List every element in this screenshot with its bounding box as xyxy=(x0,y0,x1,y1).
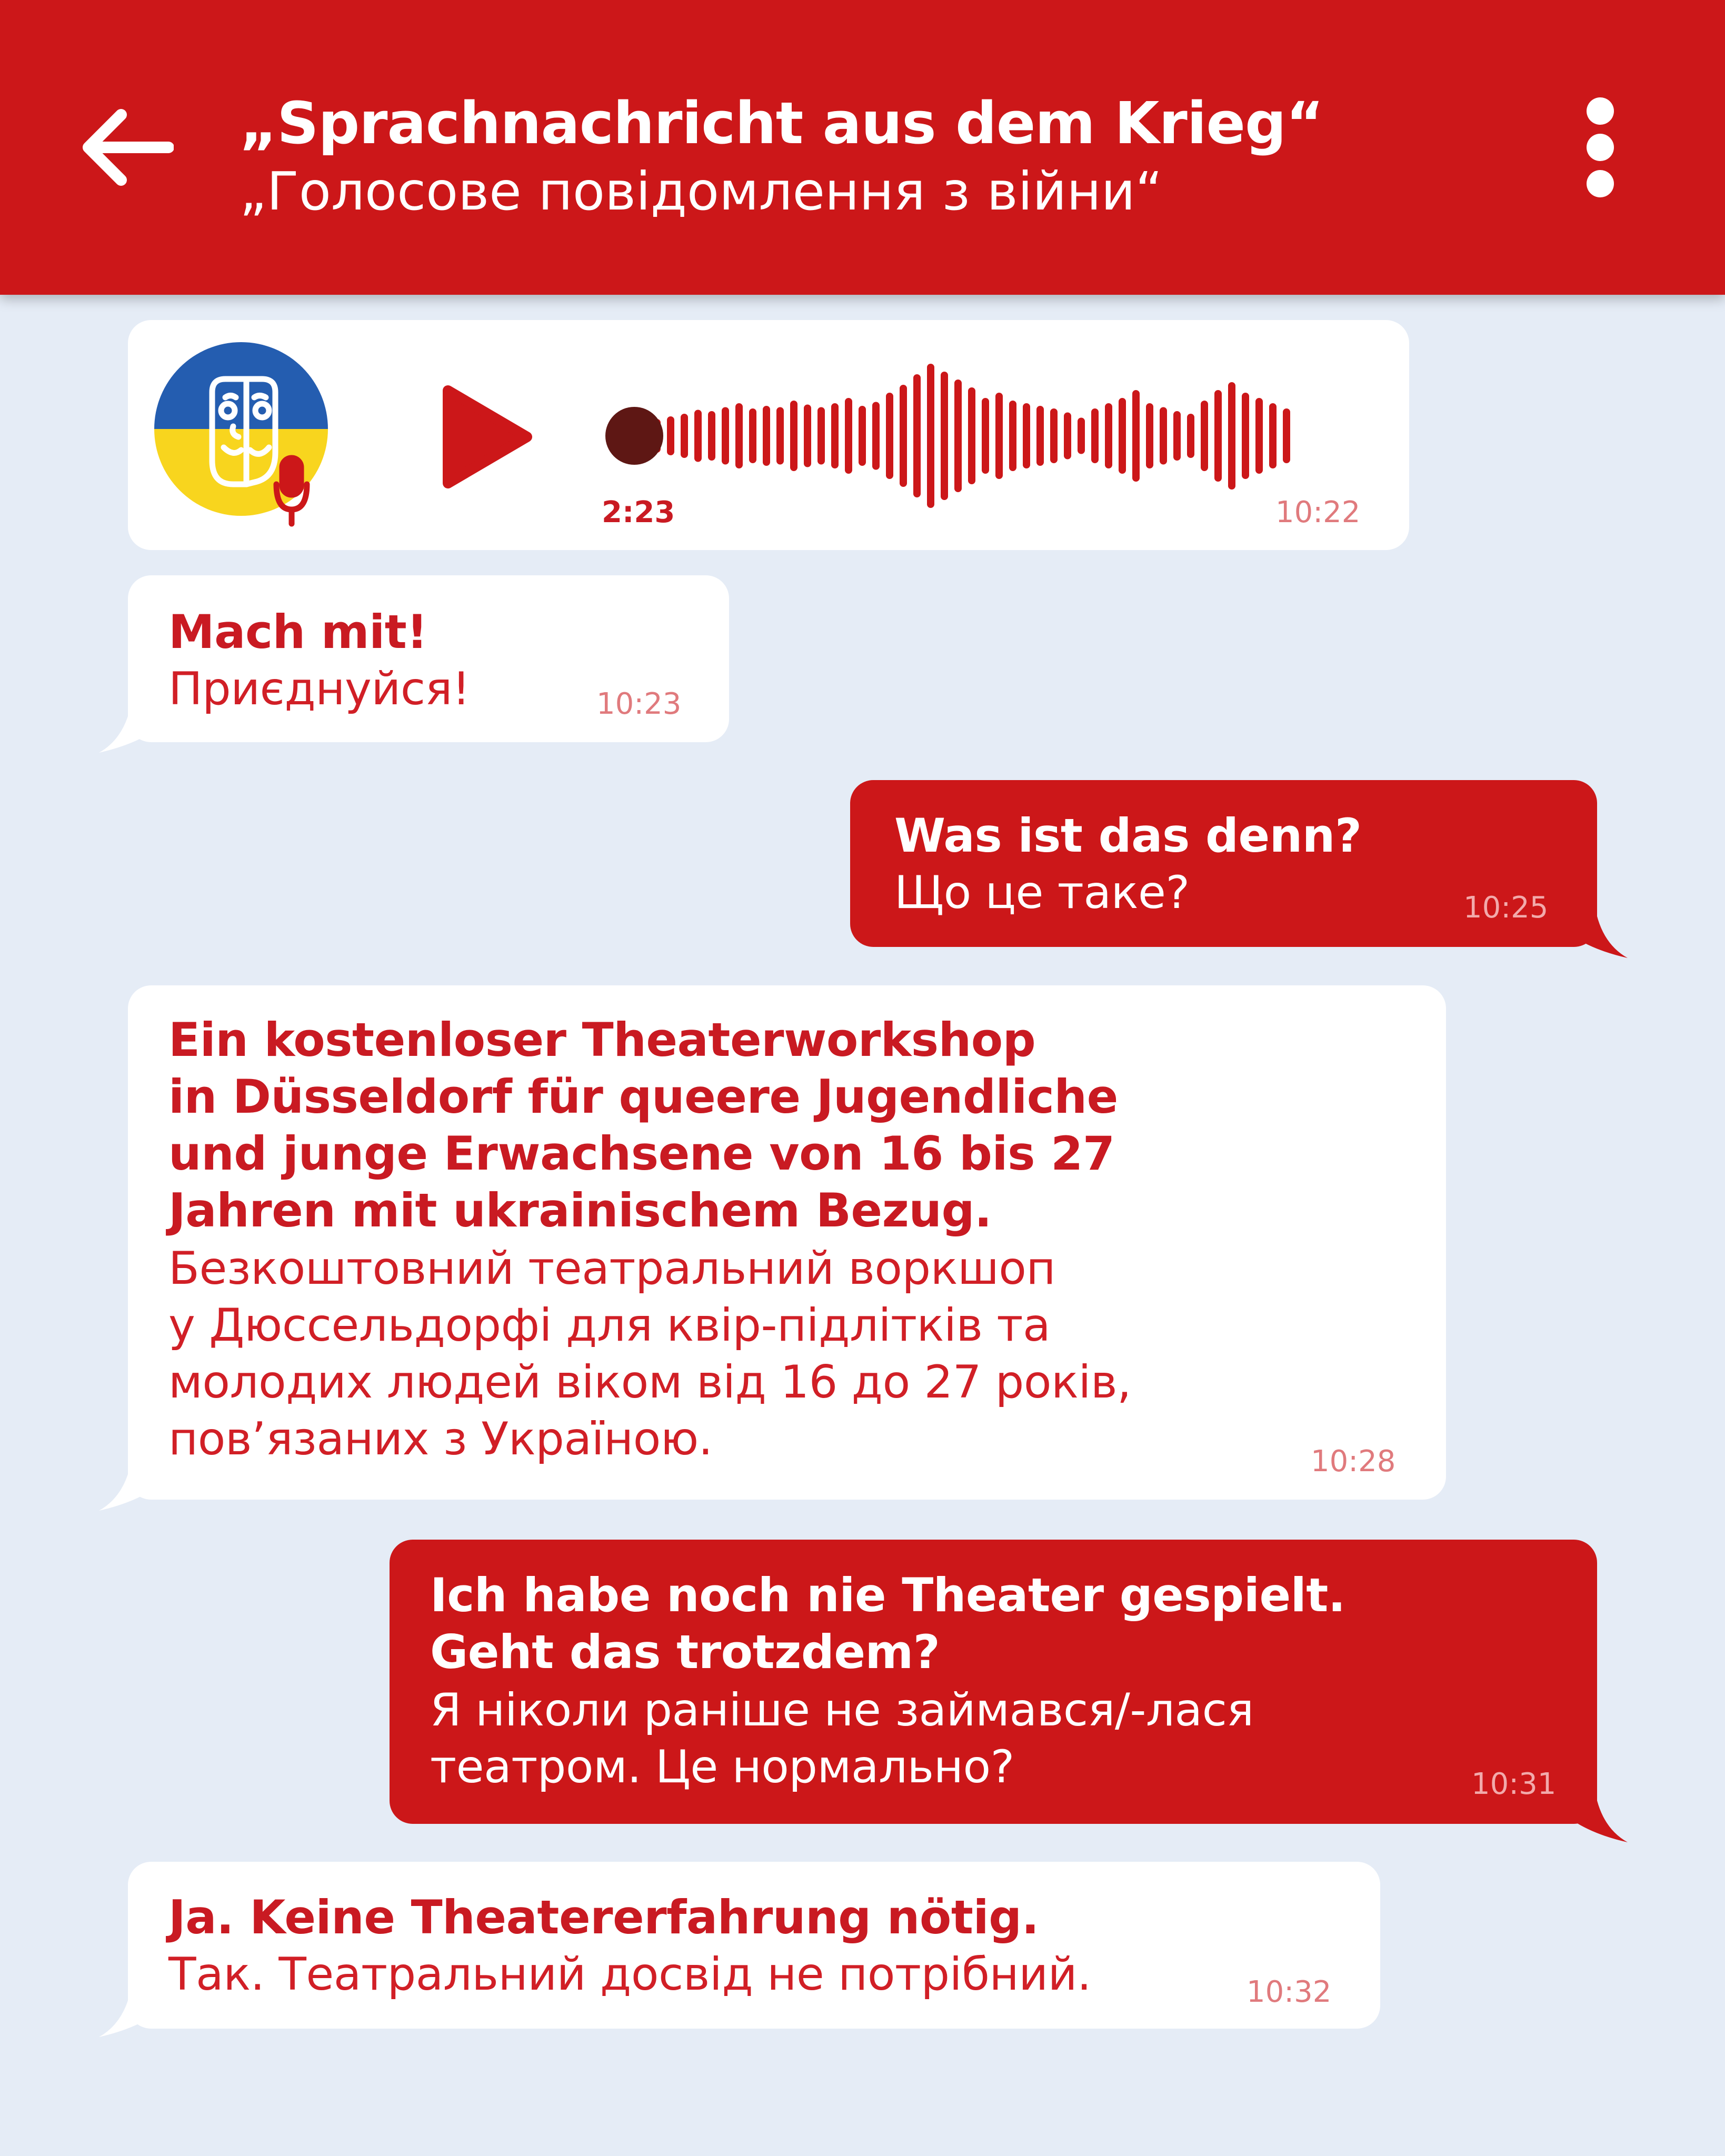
message-bubble-incoming xyxy=(128,575,729,742)
more-options-button[interactable] xyxy=(1582,97,1619,197)
message-text-de-emphasis: kostenloser Theaterworkshop xyxy=(264,1013,1036,1067)
message-time: 10:31 xyxy=(1471,1767,1557,1801)
back-button[interactable] xyxy=(79,105,174,189)
message-time: 10:32 xyxy=(1247,1975,1332,2009)
play-icon xyxy=(448,391,527,483)
message-text-uk-line: молодих людей віком від 16 до 27 років, xyxy=(168,1356,1131,1409)
message-text-de-line xyxy=(168,1069,1118,1125)
chat-title-uk: „Голосове повідомлення з війни“ xyxy=(240,161,1163,222)
chat-title-de: „Sprachnachricht aus dem Krieg“ xyxy=(240,89,1324,157)
voice-duration: 2:23 xyxy=(602,495,675,530)
message-time: 10:22 xyxy=(1275,495,1361,530)
message-text-uk-line: Я ніколи раніше не займався/-лася xyxy=(430,1684,1254,1736)
message-time: 10:23 xyxy=(596,687,682,721)
message-text-uk: Так. Театральний досвід не потрібний. xyxy=(168,1948,1091,2001)
message-time: 10:25 xyxy=(1463,891,1549,925)
message-time: 10:28 xyxy=(1311,1444,1396,1479)
play-button[interactable] xyxy=(438,384,533,490)
chat-header xyxy=(0,0,1725,295)
more-vertical-icon xyxy=(1587,97,1614,125)
message-text-de-line: und junge Erwachsene von 16 bis 27 xyxy=(168,1126,1115,1181)
message-text-de: Was ist das denn? xyxy=(894,808,1362,863)
message-text-uk-line: Безкоштовний театральний воркшоп xyxy=(168,1242,1056,1295)
message-bubble-incoming xyxy=(128,1862,1380,2029)
message-text-de-span: Ein xyxy=(168,1013,264,1067)
message-text-uk-line: у Дюссельдорфі для квір-підлітків та xyxy=(168,1299,1051,1352)
message-bubble-incoming xyxy=(128,985,1446,1500)
waveform-scrubber[interactable] xyxy=(602,349,1339,523)
microphone-icon xyxy=(276,458,307,524)
message-text-de-line: Ich habe noch nie Theater gespielt. xyxy=(430,1568,1345,1622)
message-text-uk: Приєднуйся! xyxy=(168,663,470,715)
scrubber-handle[interactable] xyxy=(605,407,663,465)
message-text-de-line: Geht das trotzdem? xyxy=(430,1625,940,1679)
message-text-de-line: Jahren mit ukrainischem Bezug. xyxy=(168,1183,992,1237)
message-bubble-outgoing xyxy=(390,1540,1597,1824)
avatar xyxy=(154,342,354,542)
message-text-uk-line: театром. Це нормально? xyxy=(430,1741,1014,1793)
message-text-de: Mach mit! xyxy=(168,605,427,659)
message-text-de: Ja. Keine Theatererfahrung nötig. xyxy=(168,1890,1039,1944)
arrow-left-icon xyxy=(79,105,174,189)
message-text-de-line xyxy=(168,1012,1035,1069)
message-text-uk: Що це таке? xyxy=(894,866,1190,919)
message-bubble-outgoing xyxy=(850,780,1597,947)
message-text-uk-line: пов’язаних з Україною. xyxy=(168,1413,713,1465)
voice-message-bubble xyxy=(128,320,1409,550)
message-text-de-span: für queere Jugendliche xyxy=(512,1070,1118,1124)
message-text-de-emphasis: in Düsseldorf xyxy=(168,1070,512,1124)
